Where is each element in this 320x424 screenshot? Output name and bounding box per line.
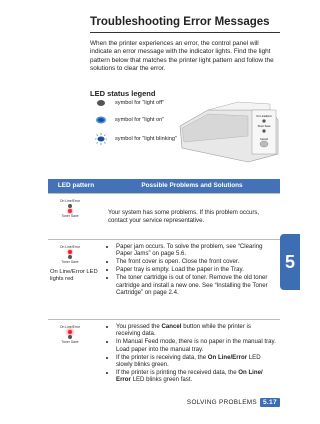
- solution-list: [108, 323, 276, 384]
- led-panel-graphic: [52, 325, 88, 344]
- legend-label: symbol for “light blinking”: [115, 136, 177, 142]
- online-led-on-icon: [68, 250, 72, 254]
- solution-text: Your system has some problems. If this problem occurs, contact your service representative.: [108, 209, 260, 224]
- led-pattern-table: [48, 179, 280, 410]
- legend-label: symbol for “light off”: [115, 100, 165, 106]
- led-pattern-cell: [48, 320, 104, 410]
- toner-label: Toner Save: [61, 214, 79, 218]
- printer-toner-label: Toner Save: [257, 125, 271, 128]
- table-row: [48, 194, 280, 240]
- toner-label: Toner Save: [61, 260, 79, 264]
- list-item: • If the printer is receiving data, the On Line/Error LED slowly blinks green.: [116, 354, 276, 369]
- col-header-led-pattern: LED pattern: [48, 179, 104, 194]
- toner-label: Toner Save: [61, 340, 79, 344]
- legend-heading: LED status legend: [90, 89, 156, 98]
- printer-online-label: On Line/Error: [256, 115, 272, 118]
- list-item: • Paper jam occurs. To solve the problem, see “Clearing Paper Jams” on page 5.6.: [116, 243, 276, 258]
- solution-cell: [104, 320, 280, 410]
- page-title: Troubleshooting Error Messages: [90, 16, 270, 28]
- solution-cell: [104, 240, 280, 320]
- led-note: On Line/Error LED lights red: [50, 269, 98, 282]
- toner-led-on-icon: [68, 209, 72, 213]
- online-led-blinking-icon: [68, 330, 72, 334]
- led-off-icon: [95, 98, 107, 108]
- list-item: • The front cover is open. Close the front cover.: [116, 258, 276, 265]
- toner-led-off-icon: [68, 255, 72, 259]
- table-row: [48, 240, 280, 320]
- intro-paragraph: When the printer experiences an error, the control panel will indicate an error message with the indicator lights. Find the light pattern below that matches the printer light pattern and follow the solutions to clear the error.: [90, 40, 274, 72]
- printer-cancel-label: Cancel: [259, 138, 269, 141]
- led-on-icon: [95, 115, 107, 125]
- legend-label: symbol for “light on”: [115, 117, 165, 123]
- led-panel-graphic: [52, 245, 88, 264]
- legend-item-off: [95, 98, 164, 108]
- col-header-solutions: Possible Problems and Solutions: [104, 179, 280, 194]
- list-item: • You pressed the Cancel button while the printer is receiving data.: [116, 323, 276, 338]
- toner-led-off-icon: [68, 335, 72, 339]
- led-blinking-icon: [95, 133, 107, 145]
- list-item: • In Manual Feed mode, there is no paper in the manual tray. Load paper into the manual tray.: [116, 338, 276, 353]
- page-number: 5.17: [260, 398, 280, 407]
- online-label: On Line/Error: [59, 245, 81, 249]
- printer-illustration: [178, 96, 282, 164]
- online-led-off-icon: [68, 204, 72, 208]
- list-item: • The toner cartridge is out of toner. Remove the old toner cartridge and install a new one. See “Installing the Toner Cartridge” on page 2.4.: [116, 274, 276, 296]
- footer-section: SOLVING PROBLEMS: [186, 399, 257, 406]
- solution-list: [108, 243, 276, 296]
- list-item: • Paper tray is empty. Load the paper in the Tray.: [116, 266, 276, 273]
- legend-item-blinking: [95, 133, 177, 145]
- solution-cell: [104, 194, 280, 240]
- online-label: On Line/Error: [59, 199, 81, 203]
- title-divider: [90, 32, 280, 33]
- list-item: • If the printer is printing the received data, the On Line/ Error LED blinks green fast.: [116, 369, 276, 384]
- led-pattern-cell: [48, 194, 104, 240]
- led-pattern-cell: [48, 240, 104, 320]
- table-row: [48, 320, 280, 410]
- page-footer: [187, 398, 280, 407]
- legend-item-on: [95, 115, 164, 125]
- chapter-tab: 5: [280, 234, 300, 290]
- online-label: On Line/Error: [59, 325, 81, 329]
- led-panel-graphic: [52, 199, 88, 218]
